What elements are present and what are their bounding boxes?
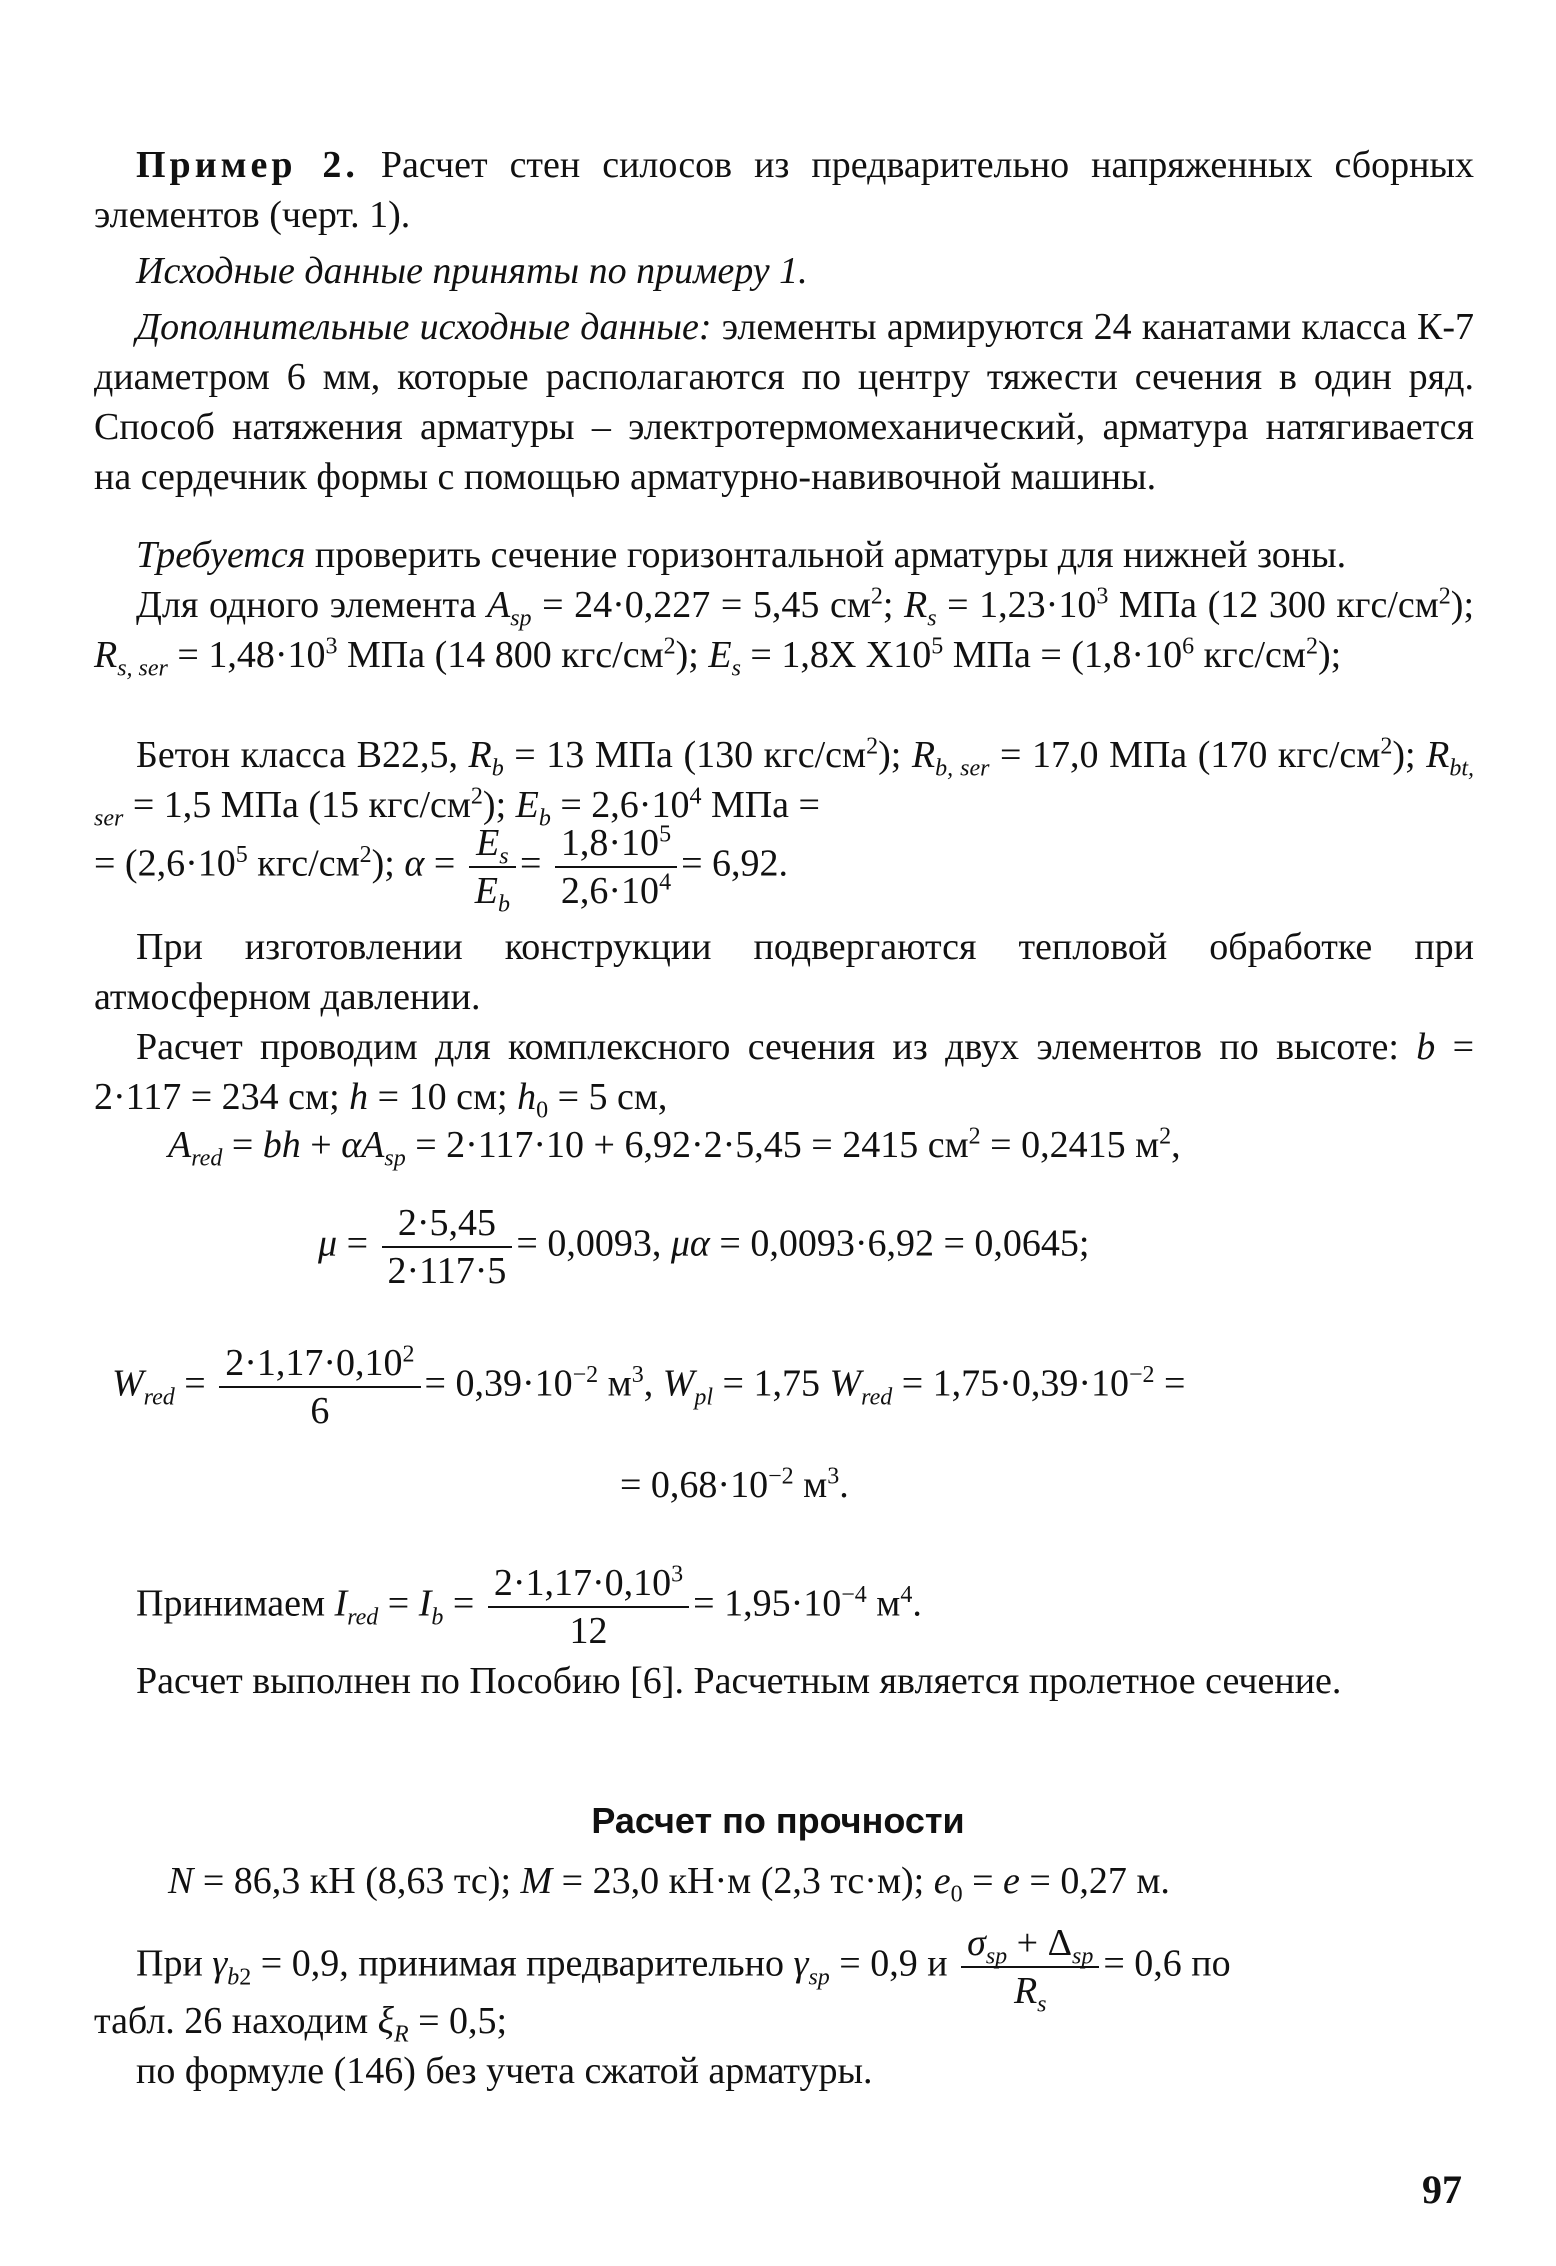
required-label: Требуется xyxy=(136,534,306,576)
wred-equation: $W_{red}$ = $\frac{2\cdot 1,17\cdot 0,10^2}{6}$ = $0,39\cdot 10^{-2}$ $м^3$, $W_{pl} = 1,75$ $W_{red} = 1,75\cdot 0,39\cdot 10^{-2}$ = xyxy=(112,1341,1186,1432)
example-heading-paragraph xyxy=(94,140,1474,240)
example-title: Расчет стен силосов из предварительно напряженных сборных элементов (черт. 1). xyxy=(94,144,1474,236)
concrete-paragraph: Бетон класса В22,5, $R_b = 13$ МПа (130 кгс/$см^2$); $R_{b, ser} = 17,0$ МПа (170 кгс/$см^2$); $R_{bt, ser} = 1,5$ МПа (15 кгс/$см^2$); $E_b = 2,6\cdot 10^4$ МПа = xyxy=(94,733,1474,832)
xi-line: табл. 26 находим $\xi_R = 0,5$; xyxy=(94,2000,508,2048)
gamma-equation: При $\gamma_{b2} = 0,9$, принимая предварительно $\gamma_{sp} = 0,9$ и $\frac{\sigma_{sp} + \Delta_{sp}}{R_s}$ = 0,6 по xyxy=(136,1922,1231,2018)
section-heading: Расчет по прочности xyxy=(591,1800,965,1841)
forces-equation: N = 86,3 кН (8,63 тс); M = 23,0 кН·м (2,3 тс·м); $e_0 = e = 0,27$ м. xyxy=(168,1860,1170,1908)
wpl-result: = $0,68\cdot 10^{-2}$ $м^3$. xyxy=(620,1463,849,1506)
required-text: проверить сечение горизонтальной арматуры для нижней зоны. xyxy=(314,534,1347,576)
required-paragraph xyxy=(94,530,1474,580)
extra-label: Дополнительные исходные данные: xyxy=(136,306,712,348)
example-label: Пример 2. xyxy=(136,144,359,186)
mu-equation: μ = $\frac{2\cdot 5,45}{2\cdot 117\cdot 5}$ = 0,0093, μα = 0,0093·6,92 = 0,0645; xyxy=(318,1202,1090,1292)
extra-text: элементы армируются 24 канатами класса К-7 диаметром 6 мм, которые располагаются по центру тяжести сечения в один ряд. Способ натяжения арматуры – электротермомеханический, арматура натягивается на сердечник формы с помощью арматурно-навивочной машины. xyxy=(94,306,1474,498)
section-paragraph: Расчет проводим для комплексного сечения из двух элементов по высоте: b = 2·117 = 234 см; h = 10 см; $h_0 = 5$ см, xyxy=(94,1026,1475,1124)
materials-paragraph: Для одного элемента $A_{sp} = 24\cdot 0,227 = 5,45$ $см^2$; $R_s = 1,23\cdot 10^3$ МПа (12 300 кгс/$см^2$); $R_{s, ser} = 1,48\cdot 10^3$ МПа (14 800 кгс/$см^2$); $E_s = 1,8Х$ $Х10^5$ МПа = ($1,8\cdot 10^6$ кгс/$см^2$); xyxy=(94,583,1475,682)
manual-paragraph: Расчет выполнен по Пособию [6]. Расчетным является пролетное сечение. xyxy=(136,1660,1342,1702)
ired-equation: Принимаем $I_{red} = I_b$ = $\frac{2\cdot 1,17\cdot 0,10^3}{12}$ = $1,95\cdot 10^{-4}$ $м^4$. xyxy=(136,1561,922,1652)
ared-equation: $A_{red}$ = bh + $\alpha A_{sp} = 2\cdot 117\cdot 10 + 6,92\cdot 2\cdot 5,45 = 2415$ $см^2 = 0,2415$ $м^2$, xyxy=(168,1123,1181,1172)
alpha-equation: = ($2,6\cdot 10^5$ кгс/$см^2$); α = $\frac{E_s}{E_b}$ = $\frac{1,8\cdot 10^5}{2,6\cdot 10^4}$ = 6,92. xyxy=(94,821,788,918)
page-number: 97 xyxy=(1422,2167,1462,2212)
source-data-line: Исходные данные приняты по примеру 1. xyxy=(136,250,808,292)
extra-data-paragraph xyxy=(94,302,1474,502)
formula-reference-line: по формуле (146) без учета сжатой арматуры. xyxy=(136,2050,873,2092)
heat-treatment-paragraph: При изготовлении конструкции подвергаются тепловой обработке при атмосферном давлении. xyxy=(94,926,1474,1018)
